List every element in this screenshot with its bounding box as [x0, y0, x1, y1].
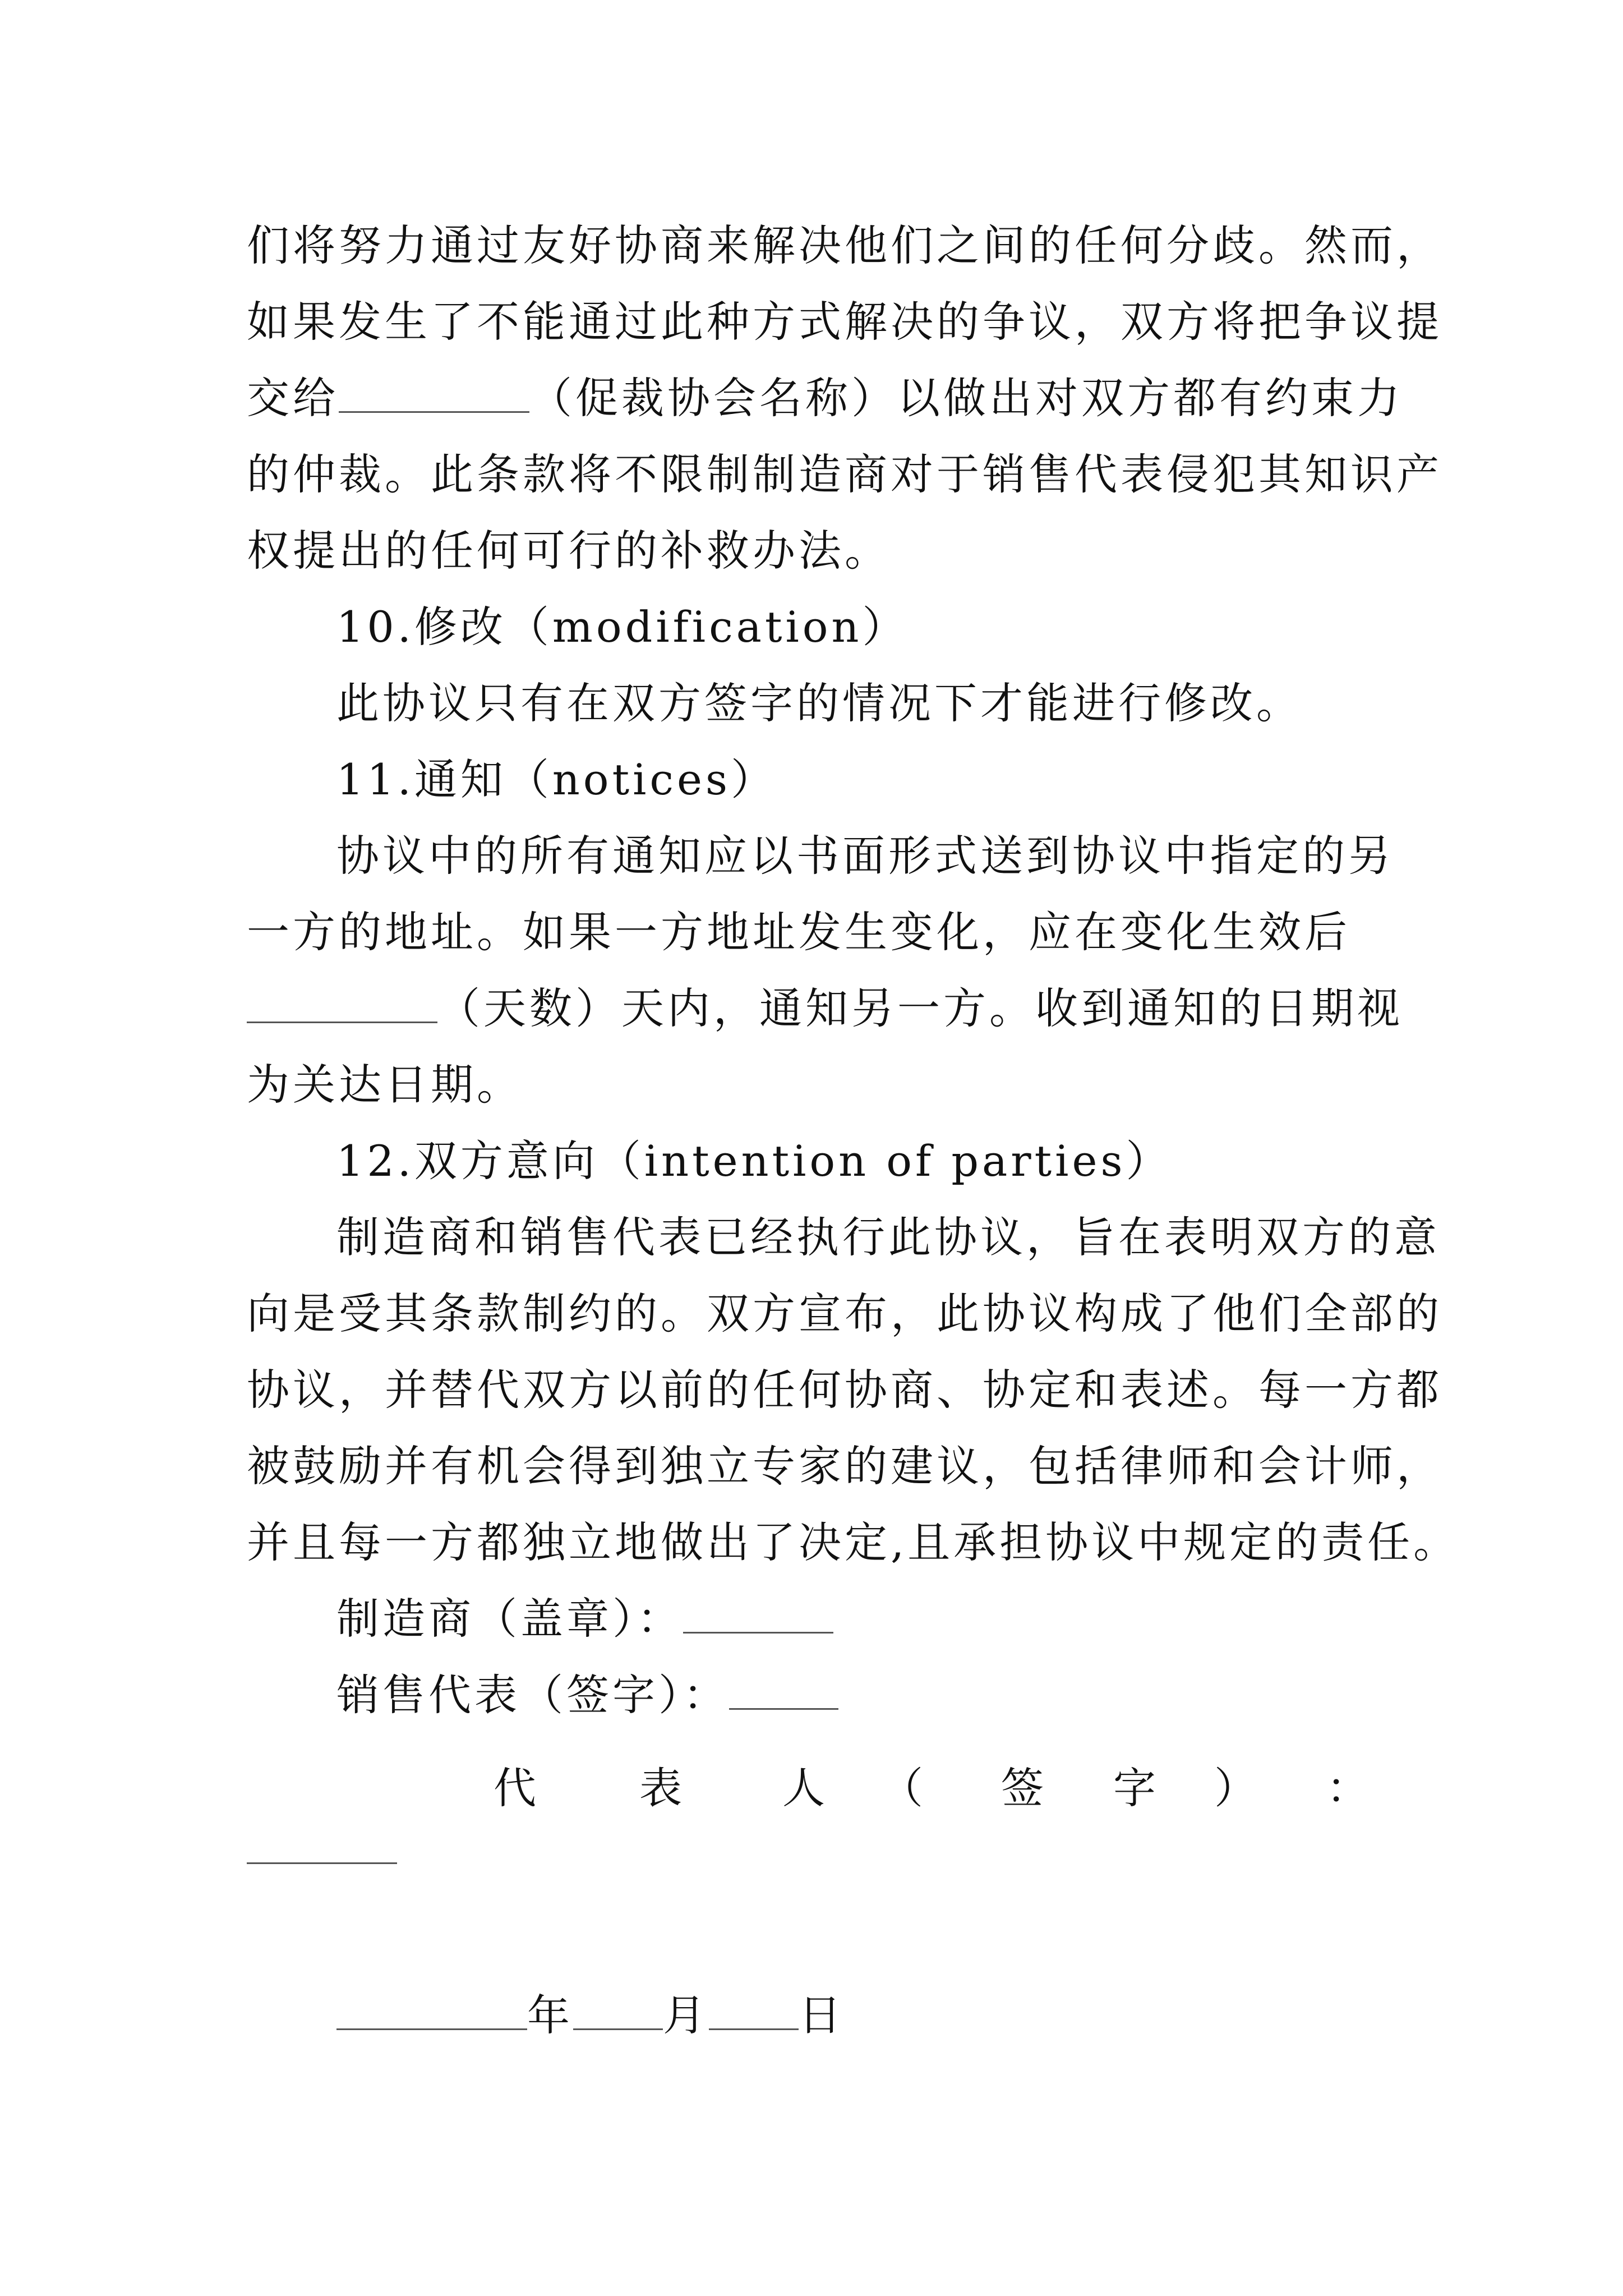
- sales-rep-signature-line: [247, 1657, 1385, 1733]
- rep-char-5: 签: [1001, 1763, 1044, 1813]
- manufacturer-label: 制造商（盖章）：: [336, 1594, 683, 1644]
- sales-rep-label: 销售代表（签字）：: [336, 1670, 729, 1720]
- year-blank: [336, 1989, 527, 2030]
- section-12-line-5: 并且每一方都独立地做出了决定,且承担协议中规定的责任。: [247, 1517, 1460, 1567]
- section-12-title: 12.双方意向（intention of parties）: [336, 1136, 1172, 1186]
- line3-rest: （促裁协会名称）以做出对双方都有约束力: [529, 373, 1403, 423]
- section-12-line-2: 向是受其条款制约的。双方宣布，此协议构成了他们全部的: [247, 1289, 1442, 1338]
- section-10-body: 此协议只有在双方签字的情况下才能进行修改。: [336, 678, 1302, 728]
- rep-char-2: 表: [639, 1763, 682, 1813]
- paragraph-line-4: 的仲裁。此条款将不限制制造商对于销售代表侵犯其知识产: [247, 449, 1442, 499]
- paragraph-line-5: 权提出的任何可行的补救办法。: [247, 526, 891, 576]
- section-11-line-2: 一方的地址。如果一方地址发生变化，应在变化生效后: [247, 907, 1350, 957]
- rep-char-1: 代: [494, 1763, 536, 1813]
- section-11-line-3-text: （天数）天内，通知另一方。收到通知的日期视: [437, 983, 1403, 1033]
- month-label: 月: [663, 1990, 709, 2040]
- manufacturer-signature-line: [247, 1581, 1385, 1657]
- manufacturer-seal-blank: [683, 1593, 833, 1634]
- days-blank: [247, 982, 437, 1023]
- paragraph-line-3: [247, 360, 1403, 436]
- section-11-line-3: [247, 970, 1403, 1047]
- line3-prefix: 交给: [247, 373, 339, 423]
- sales-rep-signature-blank: [729, 1669, 838, 1710]
- arbitration-paragraph: [247, 208, 1460, 1733]
- day-label: 日: [799, 1990, 845, 2040]
- section-11-title: 11.通知（notices）: [336, 754, 777, 804]
- representative-signature-blank: [247, 1823, 397, 1864]
- representative-signature-line: [247, 1750, 1385, 1826]
- date-line: [336, 1977, 845, 2054]
- rep-char-7: ）: [1214, 1763, 1257, 1813]
- rep-char-8: ：: [1326, 1763, 1369, 1813]
- month-blank: [573, 1989, 663, 2030]
- section-12-line-4: 被鼓励并有机会得到独立专家的建议，包括律师和会计师，: [247, 1441, 1442, 1491]
- section-11-line-4: 为关达日期。: [247, 1060, 523, 1110]
- rep-char-6: 字: [1113, 1763, 1156, 1813]
- section-12-line-1: 制造商和销售代表已经执行此协议，旨在表明双方的意: [336, 1212, 1440, 1262]
- section-11-line-1: 协议中的所有通知应以书面形式送到协议中指定的另: [336, 831, 1394, 881]
- rep-char-3: 人: [782, 1763, 825, 1813]
- paragraph-line-1: 们将努力通过友好协商来解决他们之间的任何分歧。然而，: [247, 220, 1442, 270]
- section-10-title: 10.修改（modification）: [336, 602, 909, 652]
- paragraph-line-2: 如果发生了不能通过此种方式解决的争议，双方将把争议提: [247, 297, 1442, 347]
- day-blank: [709, 1989, 799, 2030]
- year-label: 年: [527, 1990, 573, 2040]
- arbitration-association-blank: [339, 372, 529, 413]
- section-12-line-3: 协议，并替代双方以前的任何协商、协定和表述。每一方都: [247, 1365, 1442, 1415]
- rep-char-4: （: [880, 1763, 923, 1813]
